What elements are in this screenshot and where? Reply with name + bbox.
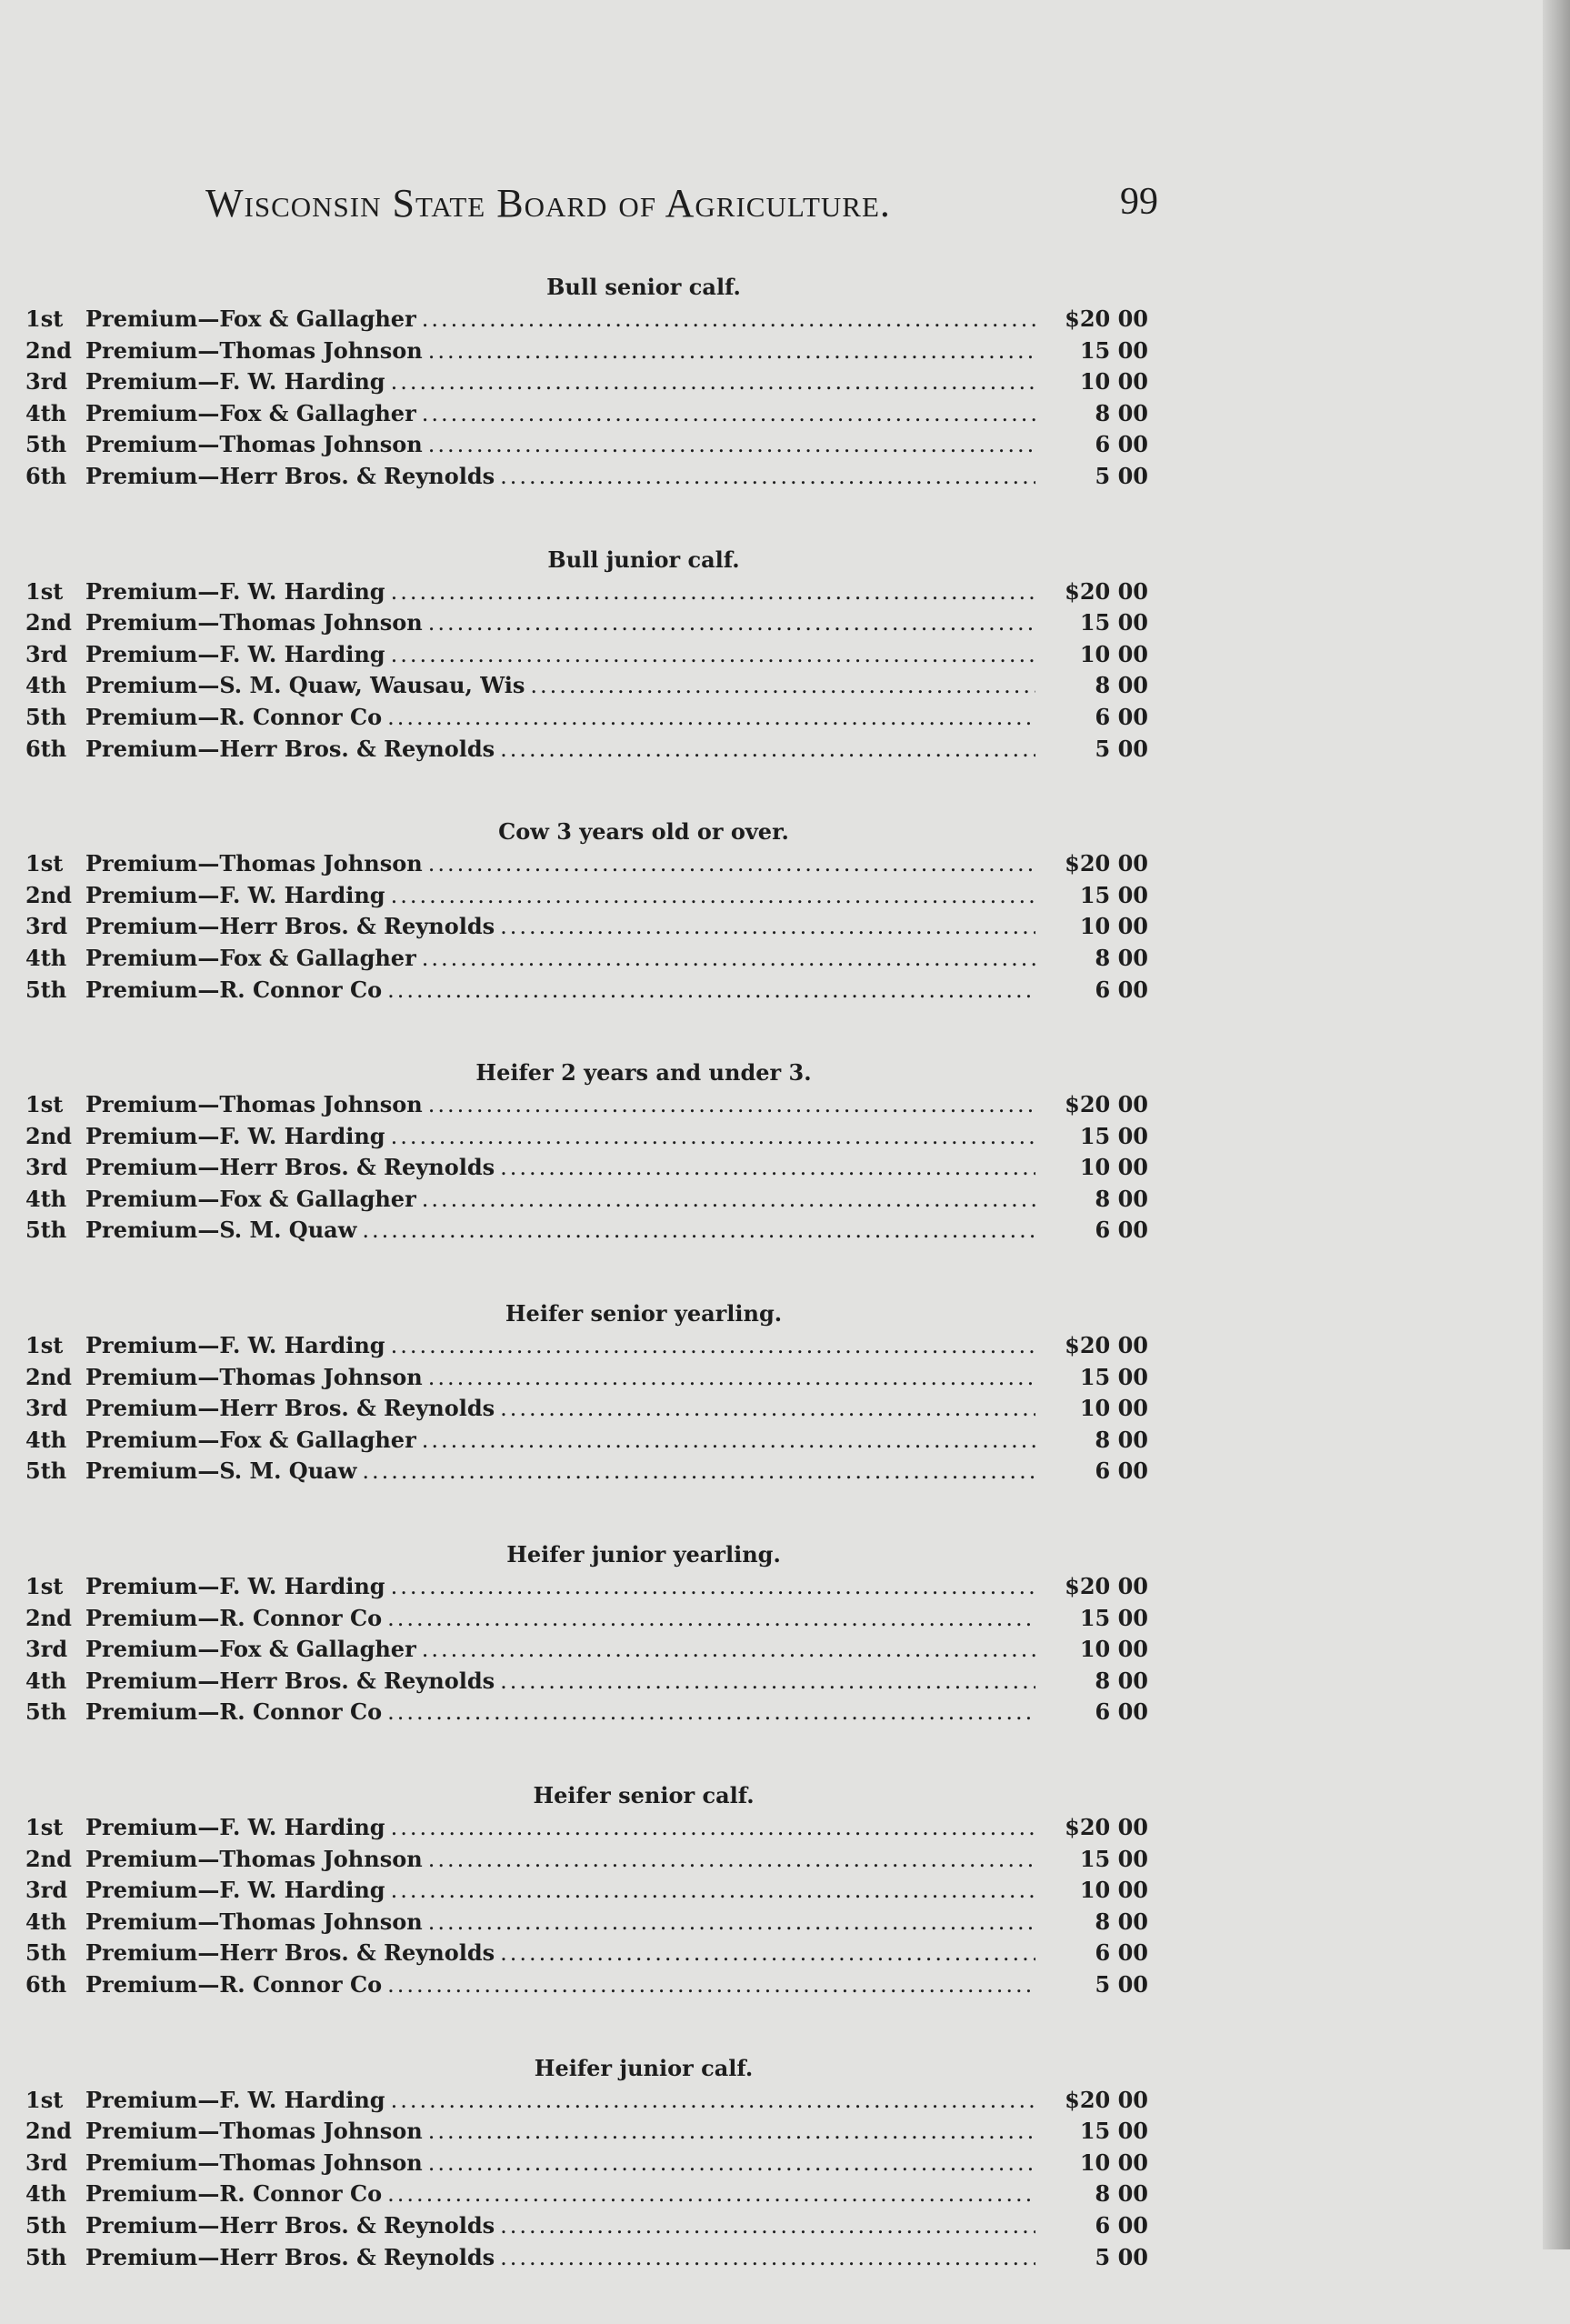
placing: 5th bbox=[25, 2243, 67, 2270]
premium-amount: 15 00 bbox=[1079, 1363, 1148, 1390]
premium-amount: 15 00 bbox=[1079, 1122, 1148, 1149]
dot-leader bbox=[422, 1184, 1035, 1216]
premium-entry bbox=[25, 1215, 1157, 1247]
premium-winner: Premium—Thomas Johnson bbox=[85, 1091, 423, 1118]
premium-amount: 8 00 bbox=[1095, 1908, 1148, 1935]
dot-leader bbox=[391, 1812, 1035, 1844]
placing: 5th bbox=[25, 2211, 67, 2239]
premium-winner: Premium—Herr Bros. & Reynolds bbox=[85, 1939, 495, 1967]
premium-amount: 10 00 bbox=[1079, 1877, 1148, 1904]
premium-entry bbox=[25, 1875, 1157, 1907]
placing: 4th bbox=[25, 1908, 67, 1935]
premium-entry bbox=[25, 1121, 1157, 1153]
dot-leader bbox=[391, 1330, 1035, 1362]
premium-winner: Premium—Thomas Johnson bbox=[85, 2118, 423, 2145]
premium-winner: Premium—Fox & Gallagher bbox=[85, 399, 416, 426]
dot-leader bbox=[500, 461, 1035, 493]
premium-entry bbox=[25, 2179, 1157, 2210]
premium-amount: 15 00 bbox=[1079, 1845, 1148, 1872]
premium-entry bbox=[25, 2148, 1157, 2179]
premium-amount: 15 00 bbox=[1079, 2118, 1148, 2145]
dot-leader bbox=[500, 1152, 1035, 1184]
premium-amount: 8 00 bbox=[1095, 672, 1148, 699]
premium-winner: Premium—Herr Bros. & Reynolds bbox=[85, 1667, 495, 1694]
premium-entry bbox=[25, 1969, 1157, 2001]
premium-amount: 5 00 bbox=[1095, 1970, 1148, 1998]
premium-entry bbox=[25, 366, 1157, 398]
premium-entry bbox=[25, 2116, 1157, 2148]
dot-leader bbox=[428, 1844, 1035, 1876]
placing: 3rd bbox=[25, 1636, 68, 1663]
placing: 2nd bbox=[25, 609, 72, 636]
premium-amount: $20 00 bbox=[1065, 850, 1148, 877]
placing: 6th bbox=[25, 735, 67, 762]
premium-amount: $20 00 bbox=[1065, 1814, 1148, 1840]
dot-leader bbox=[422, 1634, 1035, 1666]
premium-amount: 8 00 bbox=[1095, 1667, 1148, 1694]
dot-leader bbox=[391, 639, 1035, 671]
premium-amount: 5 00 bbox=[1095, 735, 1148, 762]
dot-leader bbox=[500, 2242, 1035, 2274]
premium-entry bbox=[25, 1184, 1157, 1216]
section-title: Heifer junior yearling. bbox=[506, 1541, 781, 1568]
premium-entry bbox=[25, 429, 1157, 461]
premium-winner: Premium—Thomas Johnson bbox=[85, 1908, 423, 1935]
page-number: 99 bbox=[1120, 181, 1158, 223]
placing: 2nd bbox=[25, 2118, 72, 2145]
placing: 4th bbox=[25, 1426, 67, 1453]
section-title: Heifer senior calf. bbox=[533, 1782, 755, 1808]
premium-amount: 8 00 bbox=[1095, 944, 1148, 971]
premium-amount: $20 00 bbox=[1065, 306, 1148, 332]
section-title: Heifer 2 years and under 3. bbox=[475, 1059, 812, 1087]
premium-entry bbox=[25, 2085, 1157, 2117]
dot-leader bbox=[387, 702, 1035, 734]
award-section bbox=[25, 1538, 1157, 1728]
premium-winner: Premium—Herr Bros. & Reynolds bbox=[85, 1395, 495, 1422]
premium-amount: 6 00 bbox=[1095, 1698, 1148, 1726]
placing: 3rd bbox=[25, 368, 68, 396]
dot-leader bbox=[422, 943, 1035, 975]
premium-winner: Premium—F. W. Harding bbox=[85, 1877, 385, 1904]
premium-amount: 10 00 bbox=[1079, 1636, 1148, 1663]
placing: 1st bbox=[25, 1091, 64, 1118]
placing: 4th bbox=[25, 2180, 67, 2208]
premium-amount: 6 00 bbox=[1095, 976, 1148, 1003]
premium-entry bbox=[25, 576, 1157, 608]
placing: 4th bbox=[25, 944, 67, 971]
premium-winner: Premium—R. Connor Co bbox=[85, 2180, 383, 2208]
premium-winner: Premium—Thomas Johnson bbox=[85, 336, 423, 364]
premium-entry bbox=[25, 1634, 1157, 1666]
placing: 5th bbox=[25, 1939, 67, 1967]
premium-entry bbox=[25, 1089, 1157, 1121]
premium-entry bbox=[25, 1603, 1157, 1635]
dot-leader bbox=[391, 1875, 1035, 1907]
dot-leader bbox=[428, 336, 1035, 367]
premium-amount: 8 00 bbox=[1095, 1185, 1148, 1212]
premium-entry bbox=[25, 702, 1157, 734]
premium-amount: 10 00 bbox=[1079, 2149, 1148, 2176]
award-section bbox=[25, 816, 1157, 1006]
premium-winner: Premium—S. M. Quaw bbox=[85, 1217, 357, 1244]
premium-winner: Premium—Herr Bros. & Reynolds bbox=[85, 2211, 495, 2239]
premium-winner: Premium—F. W. Harding bbox=[85, 1122, 385, 1149]
dot-leader bbox=[428, 1362, 1035, 1394]
placing: 1st bbox=[25, 306, 64, 332]
premium-entry bbox=[25, 880, 1157, 912]
premium-amount: 6 00 bbox=[1095, 1217, 1148, 1244]
dot-leader bbox=[362, 1215, 1035, 1247]
premium-entry bbox=[25, 670, 1157, 702]
dot-leader bbox=[500, 734, 1035, 766]
dot-leader bbox=[428, 848, 1035, 880]
dot-leader bbox=[391, 1121, 1035, 1153]
premium-amount: $20 00 bbox=[1065, 1332, 1148, 1359]
placing: 2nd bbox=[25, 336, 72, 364]
page-header bbox=[205, 180, 1158, 235]
premium-entry bbox=[25, 911, 1157, 943]
premium-amount: $20 00 bbox=[1065, 577, 1148, 605]
dot-leader bbox=[428, 2148, 1035, 2179]
premium-amount: 15 00 bbox=[1079, 609, 1148, 636]
premium-winner: Premium—Fox & Gallagher bbox=[85, 1636, 416, 1663]
placing: 3rd bbox=[25, 640, 68, 667]
premium-winner: Premium—Thomas Johnson bbox=[85, 609, 423, 636]
premium-winner: Premium—F. W. Harding bbox=[85, 640, 385, 667]
premium-winner: Premium—Herr Bros. & Reynolds bbox=[85, 2243, 495, 2270]
premium-winner: Premium—Thomas Johnson bbox=[85, 1363, 423, 1390]
premium-winner: Premium—S. M. Quaw, Wausau, Wis bbox=[85, 672, 525, 699]
dot-leader bbox=[387, 975, 1035, 1007]
premium-entry bbox=[25, 1907, 1157, 1938]
dot-leader bbox=[391, 576, 1035, 608]
premium-amount: 6 00 bbox=[1095, 703, 1148, 730]
premium-winner: Premium—Thomas Johnson bbox=[85, 2149, 423, 2176]
premium-winner: Premium—Fox & Gallagher bbox=[85, 1426, 416, 1453]
premium-entry bbox=[25, 336, 1157, 367]
placing: 3rd bbox=[25, 913, 68, 940]
premium-entry bbox=[25, 304, 1157, 336]
placing: 4th bbox=[25, 399, 67, 426]
premium-winner: Premium—Fox & Gallagher bbox=[85, 1185, 416, 1212]
placing: 1st bbox=[25, 1814, 64, 1840]
dot-leader bbox=[428, 607, 1035, 639]
premium-entry bbox=[25, 1697, 1157, 1728]
award-section bbox=[25, 544, 1157, 766]
premium-entry bbox=[25, 461, 1157, 493]
premium-amount: 15 00 bbox=[1079, 336, 1148, 364]
premium-amount: 10 00 bbox=[1079, 1395, 1148, 1422]
premium-entry bbox=[25, 943, 1157, 975]
dot-leader bbox=[362, 1456, 1035, 1488]
premium-winner: Premium—Herr Bros. & Reynolds bbox=[85, 913, 495, 940]
placing: 4th bbox=[25, 672, 67, 699]
dot-leader bbox=[500, 2210, 1035, 2242]
dot-leader bbox=[387, 1697, 1035, 1728]
premium-winner: Premium—Thomas Johnson bbox=[85, 431, 423, 458]
placing: 3rd bbox=[25, 1154, 68, 1181]
premium-amount: 10 00 bbox=[1079, 913, 1148, 940]
premium-entry bbox=[25, 1938, 1157, 1969]
premium-entry bbox=[25, 1330, 1157, 1362]
premium-winner: Premium—R. Connor Co bbox=[85, 1970, 383, 1998]
premium-winner: Premium—Herr Bros. & Reynolds bbox=[85, 462, 495, 489]
premium-winner: Premium—Thomas Johnson bbox=[85, 850, 423, 877]
section-title: Bull junior calf. bbox=[547, 546, 740, 573]
premium-winner: Premium—F. W. Harding bbox=[85, 881, 385, 908]
premium-entry bbox=[25, 1425, 1157, 1457]
premium-entry bbox=[25, 734, 1157, 766]
premium-amount: 6 00 bbox=[1095, 1939, 1148, 1967]
premium-entry bbox=[25, 2210, 1157, 2242]
premium-amount: $20 00 bbox=[1065, 1091, 1148, 1118]
dot-leader bbox=[500, 1938, 1035, 1969]
premium-entry bbox=[25, 639, 1157, 671]
premium-amount: 6 00 bbox=[1095, 1458, 1148, 1485]
section-title: Bull senior calf. bbox=[546, 274, 741, 300]
placing: 2nd bbox=[25, 881, 72, 908]
premium-entry bbox=[25, 607, 1157, 639]
placing: 5th bbox=[25, 1217, 67, 1244]
dot-leader bbox=[422, 398, 1035, 430]
award-section bbox=[25, 271, 1157, 493]
premium-winner: Premium—Fox & Gallagher bbox=[85, 306, 416, 332]
premium-entry bbox=[25, 1571, 1157, 1603]
premium-winner: Premium—R. Connor Co bbox=[85, 976, 383, 1003]
placing: 2nd bbox=[25, 1122, 72, 1149]
placing: 3rd bbox=[25, 1877, 68, 1904]
dot-leader bbox=[387, 1603, 1035, 1635]
premium-amount: 8 00 bbox=[1095, 2180, 1148, 2208]
placing: 4th bbox=[25, 1185, 67, 1212]
section-title: Heifer junior calf. bbox=[534, 2054, 754, 2081]
premium-amount: 8 00 bbox=[1095, 399, 1148, 426]
premium-entry bbox=[25, 1152, 1157, 1184]
premium-entry bbox=[25, 1393, 1157, 1425]
dot-leader bbox=[391, 880, 1035, 912]
premium-entry bbox=[25, 1362, 1157, 1394]
placing: 5th bbox=[25, 1698, 67, 1726]
award-section bbox=[25, 1057, 1157, 1247]
premium-amount: 15 00 bbox=[1079, 1604, 1148, 1631]
premium-amount: $20 00 bbox=[1065, 1573, 1148, 1600]
dot-leader bbox=[428, 429, 1035, 461]
premium-winner: Premium—Thomas Johnson bbox=[85, 1845, 423, 1872]
premium-entry bbox=[25, 1812, 1157, 1844]
premium-winner: Premium—F. W. Harding bbox=[85, 2086, 385, 2113]
premium-winner: Premium—R. Connor Co bbox=[85, 703, 383, 730]
premium-amount: 5 00 bbox=[1095, 2243, 1148, 2270]
premium-entry bbox=[25, 1666, 1157, 1698]
placing: 2nd bbox=[25, 1604, 72, 1631]
premium-amount: 6 00 bbox=[1095, 2211, 1148, 2239]
premium-winner: Premium—F. W. Harding bbox=[85, 1573, 385, 1600]
premium-amount: 10 00 bbox=[1079, 368, 1148, 396]
premium-amount: 15 00 bbox=[1079, 881, 1148, 908]
running-title: Wisconsin State Board of Agriculture. bbox=[205, 181, 891, 225]
placing: 1st bbox=[25, 2086, 64, 2113]
premium-entry bbox=[25, 2242, 1157, 2274]
dot-leader bbox=[428, 1907, 1035, 1938]
premium-winner: Premium—F. W. Harding bbox=[85, 1332, 385, 1359]
premium-amount: 10 00 bbox=[1079, 1154, 1148, 1181]
placing: 3rd bbox=[25, 2149, 68, 2176]
premium-amount: 10 00 bbox=[1079, 640, 1148, 667]
premium-winner: Premium—Fox & Gallagher bbox=[85, 944, 416, 971]
premium-winner: Premium—F. W. Harding bbox=[85, 577, 385, 605]
premium-entry bbox=[25, 975, 1157, 1007]
dot-leader bbox=[428, 2116, 1035, 2148]
dot-leader bbox=[500, 911, 1035, 943]
dot-leader bbox=[387, 2179, 1035, 2210]
placing: 5th bbox=[25, 976, 67, 1003]
premium-entry bbox=[25, 398, 1157, 430]
placing: 1st bbox=[25, 850, 64, 877]
premium-winner: Premium—R. Connor Co bbox=[85, 1698, 383, 1726]
dot-leader bbox=[391, 1571, 1035, 1603]
placing: 6th bbox=[25, 462, 67, 489]
premium-amount: 5 00 bbox=[1095, 462, 1148, 489]
dot-leader bbox=[422, 304, 1035, 336]
book-spine-edge bbox=[1543, 0, 1570, 2249]
placing: 2nd bbox=[25, 1845, 72, 1872]
premium-winner: Premium—F. W. Harding bbox=[85, 368, 385, 396]
placing: 5th bbox=[25, 703, 67, 730]
section-title: Cow 3 years old or over. bbox=[498, 818, 789, 846]
placing: 5th bbox=[25, 431, 67, 458]
dot-leader bbox=[391, 366, 1035, 398]
placing: 3rd bbox=[25, 1395, 68, 1422]
premium-winner: Premium—R. Connor Co bbox=[85, 1604, 383, 1631]
premium-entry bbox=[25, 1844, 1157, 1876]
award-section bbox=[25, 2052, 1157, 2274]
section-title: Heifer senior yearling. bbox=[505, 1300, 783, 1327]
award-section bbox=[25, 1779, 1157, 2001]
placing: 1st bbox=[25, 1332, 64, 1359]
placing: 6th bbox=[25, 1970, 67, 1998]
dot-leader bbox=[500, 1666, 1035, 1698]
dot-leader bbox=[391, 2085, 1035, 2117]
premium-amount: 6 00 bbox=[1095, 431, 1148, 458]
premium-entry bbox=[25, 848, 1157, 880]
premium-winner: Premium—Herr Bros. & Reynolds bbox=[85, 1154, 495, 1181]
premium-winner: Premium—Herr Bros. & Reynolds bbox=[85, 735, 495, 762]
dot-leader bbox=[530, 670, 1035, 702]
premium-amount: $20 00 bbox=[1065, 2086, 1148, 2113]
premium-winner: Premium—F. W. Harding bbox=[85, 1814, 385, 1840]
dot-leader bbox=[500, 1393, 1035, 1425]
award-section bbox=[25, 1297, 1157, 1488]
premium-winner: Premium—S. M. Quaw bbox=[85, 1458, 357, 1485]
placing: 4th bbox=[25, 1667, 67, 1694]
placing: 5th bbox=[25, 1458, 67, 1485]
premium-amount: 8 00 bbox=[1095, 1426, 1148, 1453]
dot-leader bbox=[387, 1969, 1035, 2001]
placing: 2nd bbox=[25, 1363, 72, 1390]
placing: 1st bbox=[25, 577, 64, 605]
dot-leader bbox=[428, 1089, 1035, 1121]
premium-entry bbox=[25, 1456, 1157, 1488]
dot-leader bbox=[422, 1425, 1035, 1457]
premium-list bbox=[25, 271, 1157, 2324]
placing: 1st bbox=[25, 1573, 64, 1600]
